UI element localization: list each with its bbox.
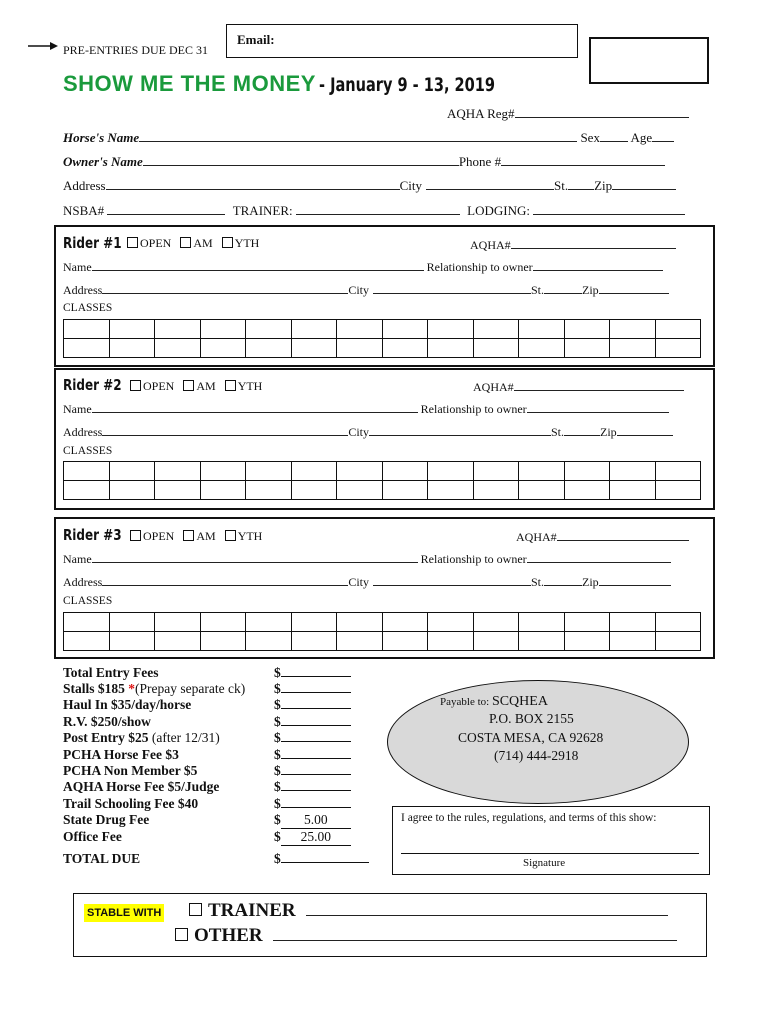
total-due-label: TOTAL DUE: [63, 851, 141, 866]
rider-3-address-row[interactable]: [63, 574, 671, 590]
relationship-label: Relationship to owner: [426, 260, 533, 274]
lodging-label: LODGING:: [467, 203, 530, 218]
dollar-sign: $: [274, 665, 281, 680]
trail-schooling-label: Trail Schooling Fee $40: [63, 796, 199, 811]
pre-entries-note: PRE-ENTRIES DUE DEC 31: [63, 43, 208, 57]
am-checkbox[interactable]: [180, 237, 191, 248]
trainer-label: TRAINER:: [232, 203, 293, 218]
pcha-horse-label: PCHA Horse Fee $3: [63, 747, 179, 762]
aqha-reg-label: AQHA Reg#: [447, 106, 515, 121]
fee-input-9[interactable]: [274, 796, 351, 812]
fee-input-3[interactable]: [274, 697, 351, 713]
rider-1-address-row[interactable]: [63, 282, 669, 298]
rider-3-classes-table[interactable]: [63, 612, 701, 651]
rider-2-divisions[interactable]: [130, 379, 262, 394]
post-entry-note: (after 12/31): [151, 730, 220, 745]
fee-input-4[interactable]: [274, 714, 351, 730]
rider-3-aqha[interactable]: [516, 529, 689, 545]
show-title: SHOW ME THE MONEY: [63, 71, 316, 96]
rider-2-name-row[interactable]: [63, 401, 669, 417]
open-label: OPEN: [143, 379, 175, 393]
rider-1-classes-table[interactable]: [63, 319, 701, 358]
office-fee-value: 25.00: [281, 829, 351, 846]
city-label: City: [348, 425, 369, 439]
dollar-sign: $: [274, 829, 281, 844]
show-dates: - January 9 - 13, 2019: [319, 74, 496, 96]
rider-3-header: [63, 526, 136, 544]
yth-label: YTH: [237, 379, 263, 393]
payable-label: Payable to:: [440, 696, 492, 708]
signature-label: Signature: [523, 857, 566, 869]
fee-input-1[interactable]: [274, 665, 351, 681]
address-label: Address: [63, 575, 103, 589]
open-checkbox[interactable]: [130, 530, 141, 541]
aqha-label: AQHA#: [473, 380, 514, 394]
rider-1-title: Rider #1: [63, 234, 122, 252]
office-use-box: [589, 37, 709, 84]
state-drug-amount: [274, 812, 351, 829]
open-checkbox[interactable]: [127, 237, 138, 248]
stalls-label: [63, 681, 245, 697]
zip-label: Zip: [582, 283, 599, 297]
st-label: St.: [531, 283, 545, 297]
haul-in-label: Haul In $35/day/horse: [63, 697, 192, 712]
yth-checkbox[interactable]: [225, 380, 236, 391]
nsba-label: NSBA#: [63, 203, 105, 218]
total-due-input[interactable]: [274, 851, 369, 867]
address-label: Address: [63, 283, 103, 297]
fee-input-6[interactable]: [274, 747, 351, 763]
office-fee-label: Office Fee: [63, 829, 122, 844]
rider-3-divisions[interactable]: [130, 529, 262, 544]
payable-city: COSTA MESA, CA 92628: [458, 730, 604, 745]
city-label: City: [348, 283, 369, 297]
payable-po-box: P.O. BOX 2155: [489, 711, 574, 726]
fee-input-5[interactable]: [274, 730, 351, 746]
payable-to-label: [440, 693, 548, 710]
am-checkbox[interactable]: [183, 530, 194, 541]
post-entry-text: Post Entry $25: [63, 730, 152, 745]
pcha-non-member-label: PCHA Non Member $5: [63, 763, 198, 778]
am-checkbox[interactable]: [183, 380, 194, 391]
other-checkbox[interactable]: [175, 928, 188, 941]
horse-name-label: Horse's Name: [63, 130, 140, 145]
total-entry-fees-label: Total Entry Fees: [63, 665, 159, 680]
yth-label: YTH: [234, 236, 260, 250]
dollar-sign: $: [274, 796, 281, 811]
rider-2-header: [63, 376, 136, 394]
owner-address-row[interactable]: [63, 178, 676, 194]
stable-other-row[interactable]: [175, 925, 677, 947]
zip-label: Zip: [594, 178, 613, 193]
rider-2-classes-table[interactable]: [63, 461, 701, 500]
stalls-note: (Prepay separate ck): [135, 681, 246, 696]
address-label: Address: [63, 425, 103, 439]
am-label: AM: [196, 529, 216, 543]
office-fee-amount: [274, 829, 351, 846]
rv-label: R.V. $250/show: [63, 714, 151, 729]
payable-org: SCQHEA: [491, 694, 548, 709]
st-label: St.: [531, 575, 545, 589]
arrow-icon: [28, 40, 58, 56]
stable-trainer-label: TRAINER: [208, 900, 296, 921]
fee-input-8[interactable]: [274, 779, 351, 795]
relationship-label: Relationship to owner: [420, 402, 527, 416]
rider-2-address-row[interactable]: [63, 424, 673, 440]
owner-name-row[interactable]: [63, 154, 665, 170]
name-label: Name: [63, 260, 92, 274]
dollar-sign: $: [274, 697, 281, 712]
rider-2-aqha[interactable]: [473, 379, 684, 395]
yth-checkbox[interactable]: [222, 237, 233, 248]
horse-name-row[interactable]: [63, 130, 674, 146]
city-label: City: [399, 178, 423, 193]
relationship-label: Relationship to owner: [420, 552, 527, 566]
rider-3-title: Rider #3: [63, 526, 122, 544]
payable-phone: (714) 444-2918: [494, 748, 579, 763]
phone-label: Phone #: [458, 154, 502, 169]
trainer-checkbox[interactable]: [189, 903, 202, 916]
dollar-sign: $: [274, 812, 281, 827]
zip-label: Zip: [600, 425, 617, 439]
rider-1-classes-label: CLASSES: [63, 302, 113, 314]
am-label: AM: [193, 236, 213, 250]
dollar-sign: $: [274, 714, 281, 729]
aqha-reg-row[interactable]: [447, 106, 689, 122]
email-label: Email:: [237, 32, 275, 47]
open-checkbox[interactable]: [130, 380, 141, 391]
yth-checkbox[interactable]: [225, 530, 236, 541]
fee-input-2[interactable]: [274, 681, 351, 697]
page-title: [63, 71, 526, 97]
name-label: Name: [63, 552, 92, 566]
rider-1-divisions[interactable]: [127, 236, 259, 251]
st-label: St.: [554, 178, 569, 193]
stable-trainer-row[interactable]: [189, 900, 668, 922]
dollar-sign: $: [274, 851, 281, 866]
dollar-sign: $: [274, 730, 281, 745]
sex-label: Sex: [580, 130, 600, 145]
name-label: Name: [63, 402, 92, 416]
stable-other-label: OTHER: [194, 925, 263, 946]
rider-2-title: Rider #2: [63, 376, 122, 394]
stalls-asterisk: *: [128, 681, 136, 696]
state-drug-label: State Drug Fee: [63, 812, 150, 827]
rider-1-name-row[interactable]: [63, 259, 663, 275]
aqha-horse-fee-label: AQHA Horse Fee $5/Judge: [63, 779, 220, 794]
stable-with-label: STABLE WITH: [84, 904, 164, 922]
address-label: Address: [63, 178, 106, 193]
open-label: OPEN: [143, 529, 175, 543]
aqha-label: AQHA#: [470, 238, 511, 252]
rider-2-classes-label: CLASSES: [63, 445, 113, 457]
rider-1-aqha[interactable]: [470, 237, 676, 253]
signature-line[interactable]: [401, 853, 699, 854]
agreement-text: I agree to the rules, regulations, and terms of this show:: [401, 812, 657, 824]
am-label: AM: [196, 379, 216, 393]
fee-input-7[interactable]: [274, 763, 351, 779]
nsba-row[interactable]: [63, 203, 685, 219]
owner-name-label: Owner's Name: [63, 154, 143, 169]
city-label: City: [348, 575, 369, 589]
stalls-text: Stalls $185: [63, 681, 129, 696]
email-box[interactable]: [226, 24, 578, 58]
yth-label: YTH: [237, 529, 263, 543]
zip-label: Zip: [582, 575, 599, 589]
dollar-sign: $: [274, 763, 281, 778]
dollar-sign: $: [274, 779, 281, 794]
dollar-sign: $: [274, 747, 281, 762]
rider-3-classes-label: CLASSES: [63, 595, 113, 607]
dollar-sign: $: [274, 681, 281, 696]
post-entry-label: [63, 730, 220, 746]
state-drug-value: 5.00: [281, 812, 351, 829]
st-label: St.: [551, 425, 565, 439]
aqha-label: AQHA#: [516, 530, 557, 544]
rider-1-header: [63, 234, 136, 252]
rider-3-name-row[interactable]: [63, 551, 671, 567]
open-label: OPEN: [140, 236, 172, 250]
age-label: Age: [630, 130, 653, 145]
